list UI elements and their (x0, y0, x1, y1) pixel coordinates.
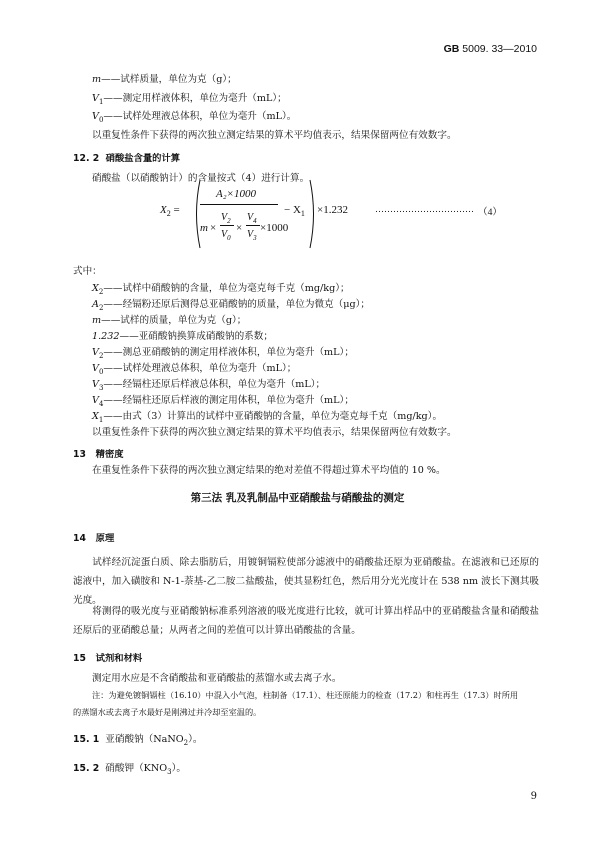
fraction-bar (200, 204, 278, 205)
section-15-note-line-1: 注：为避免镀铜镉柱（16.10）中混入小气泡，柱制备（17.1）、柱还原能力的检查（17.2）和柱再生（17.3）时所用 (92, 690, 519, 700)
where-v3: $V_3——$经镉柱还原后样液总体积，单位为毫升（mL）； (92, 379, 326, 392)
formula-4: $X_2$ = A₂×1000 m × $V_2$ $V_0$ × $V_4$ $V_3$ ×1000 − $X_1$ ×1.232 …………………………… （4） (160, 178, 500, 250)
where-x2: $X_2——$试样中硝酸钠的含量，单位为毫克每千克（mg/kg）； (92, 283, 350, 296)
section-13-text: 在重复性条件下获得的两次独立测定结果的绝对差值不得超过算术平均值的 10 %。 (92, 465, 446, 476)
standard-header (444, 43, 537, 55)
left-paren-icon (192, 178, 202, 250)
where-label: 式中： (73, 266, 102, 277)
where-a2: $A_2——$经镉粉还原后测得总亚硝酸钠的质量，单位为微克（μg）； (92, 299, 371, 312)
section-13-heading: 13 精密度 (73, 449, 124, 460)
section-15-2: 15. 2 硝酸钾$(KNO_3)$。 (73, 763, 186, 776)
where-1232: 1.232——亚硝酸钠换算成硝酸钠的系数； (92, 331, 273, 342)
where-v0: $V_0——$试样处理液总体积，单位为毫升（mL）； (92, 363, 297, 376)
where-m: m——试样的质量，单位为克（g）； (92, 315, 247, 326)
section-12-2-heading: 12. 2 硝酸盐含量的计算 (73, 153, 181, 164)
method-3-title: 第三法 乳及乳制品中亚硝酸盐与硝酸盐的测定 (190, 492, 405, 504)
section-14-heading: 14 原理 (73, 533, 115, 544)
section-15-water-text: 测定用水应是不含硝酸盐和亚硝酸盐的蒸馏水或去离子水。 (92, 673, 342, 684)
page-number: 9 (530, 791, 537, 802)
section-15-heading: 15 试剂和材料 (73, 653, 143, 664)
equation-number: （4） (478, 207, 502, 218)
section-15-note-line-2: 的蒸馏水或去离子水最好是刚沸过并冷却至室温的。 (73, 707, 262, 717)
where-v2: $V_2——$测总亚硝酸钠的测定用样液体积，单位为毫升（mL）； (92, 347, 354, 360)
result-note: 以重复性条件下获得的两次独立测定结果的算术平均值表示，结果保留两位有效数字。 (92, 130, 457, 141)
where-v4: $V_4——$经镉柱还原后样液的测定用体积，单位为毫升（mL）； (92, 395, 354, 408)
v4-over-v3-bar (246, 225, 260, 226)
standard-number: 5009. 33—2010 (462, 43, 537, 55)
section-14-paragraph-2: 将测得的吸光度与亚硝酸钠标准系列溶液的吸光度进行比较，就可计算出样品中的亚硝酸盐含量和硝酸盐还原后的亚硝酸总量；从两者之间的差值可以计算出硝酸盐的含量。 (73, 606, 539, 636)
def-v0: $V_0——$试样处理液总体积，单位为毫升（mL）。 (92, 111, 297, 124)
section-14-paragraph-1: 试样经沉淀蛋白质、除去脂肪后，用镀铜镉粒使部分滤液中的硝酸盐还原为亚硝酸盐。在滤液和已还原的滤液中，加入磺胺和 N-1-萘基-乙二胺二盐酸盐，使其显粉红色，然后用分光光度计在 538 nm 波长下测其吸光度。 (73, 557, 539, 606)
v2-over-v0-bar (220, 225, 234, 226)
where-result-note: 以重复性条件下获得的两次独立测定结果的算术平均值表示，结果保留两位有效数字。 (92, 427, 457, 438)
standard-prefix: GB (443, 43, 460, 55)
where-x1: $X_1——$由式（3）计算出的试样中亚硝酸钠的含量，单位为毫克每千克（mg/kg）。 (92, 411, 443, 424)
section-15-1: 15. 1 亚硝酸钠（NaNO$_2$）。 (73, 734, 203, 747)
def-m: m——试样质量，单位为克（g）； (92, 74, 237, 85)
def-v1: $V_1——$测定用样液体积，单位为毫升（mL）； (92, 93, 287, 106)
section-12-2-intro: 硝酸盐（以硝酸钠计）的含量按式（4）进行计算。 (92, 173, 310, 184)
